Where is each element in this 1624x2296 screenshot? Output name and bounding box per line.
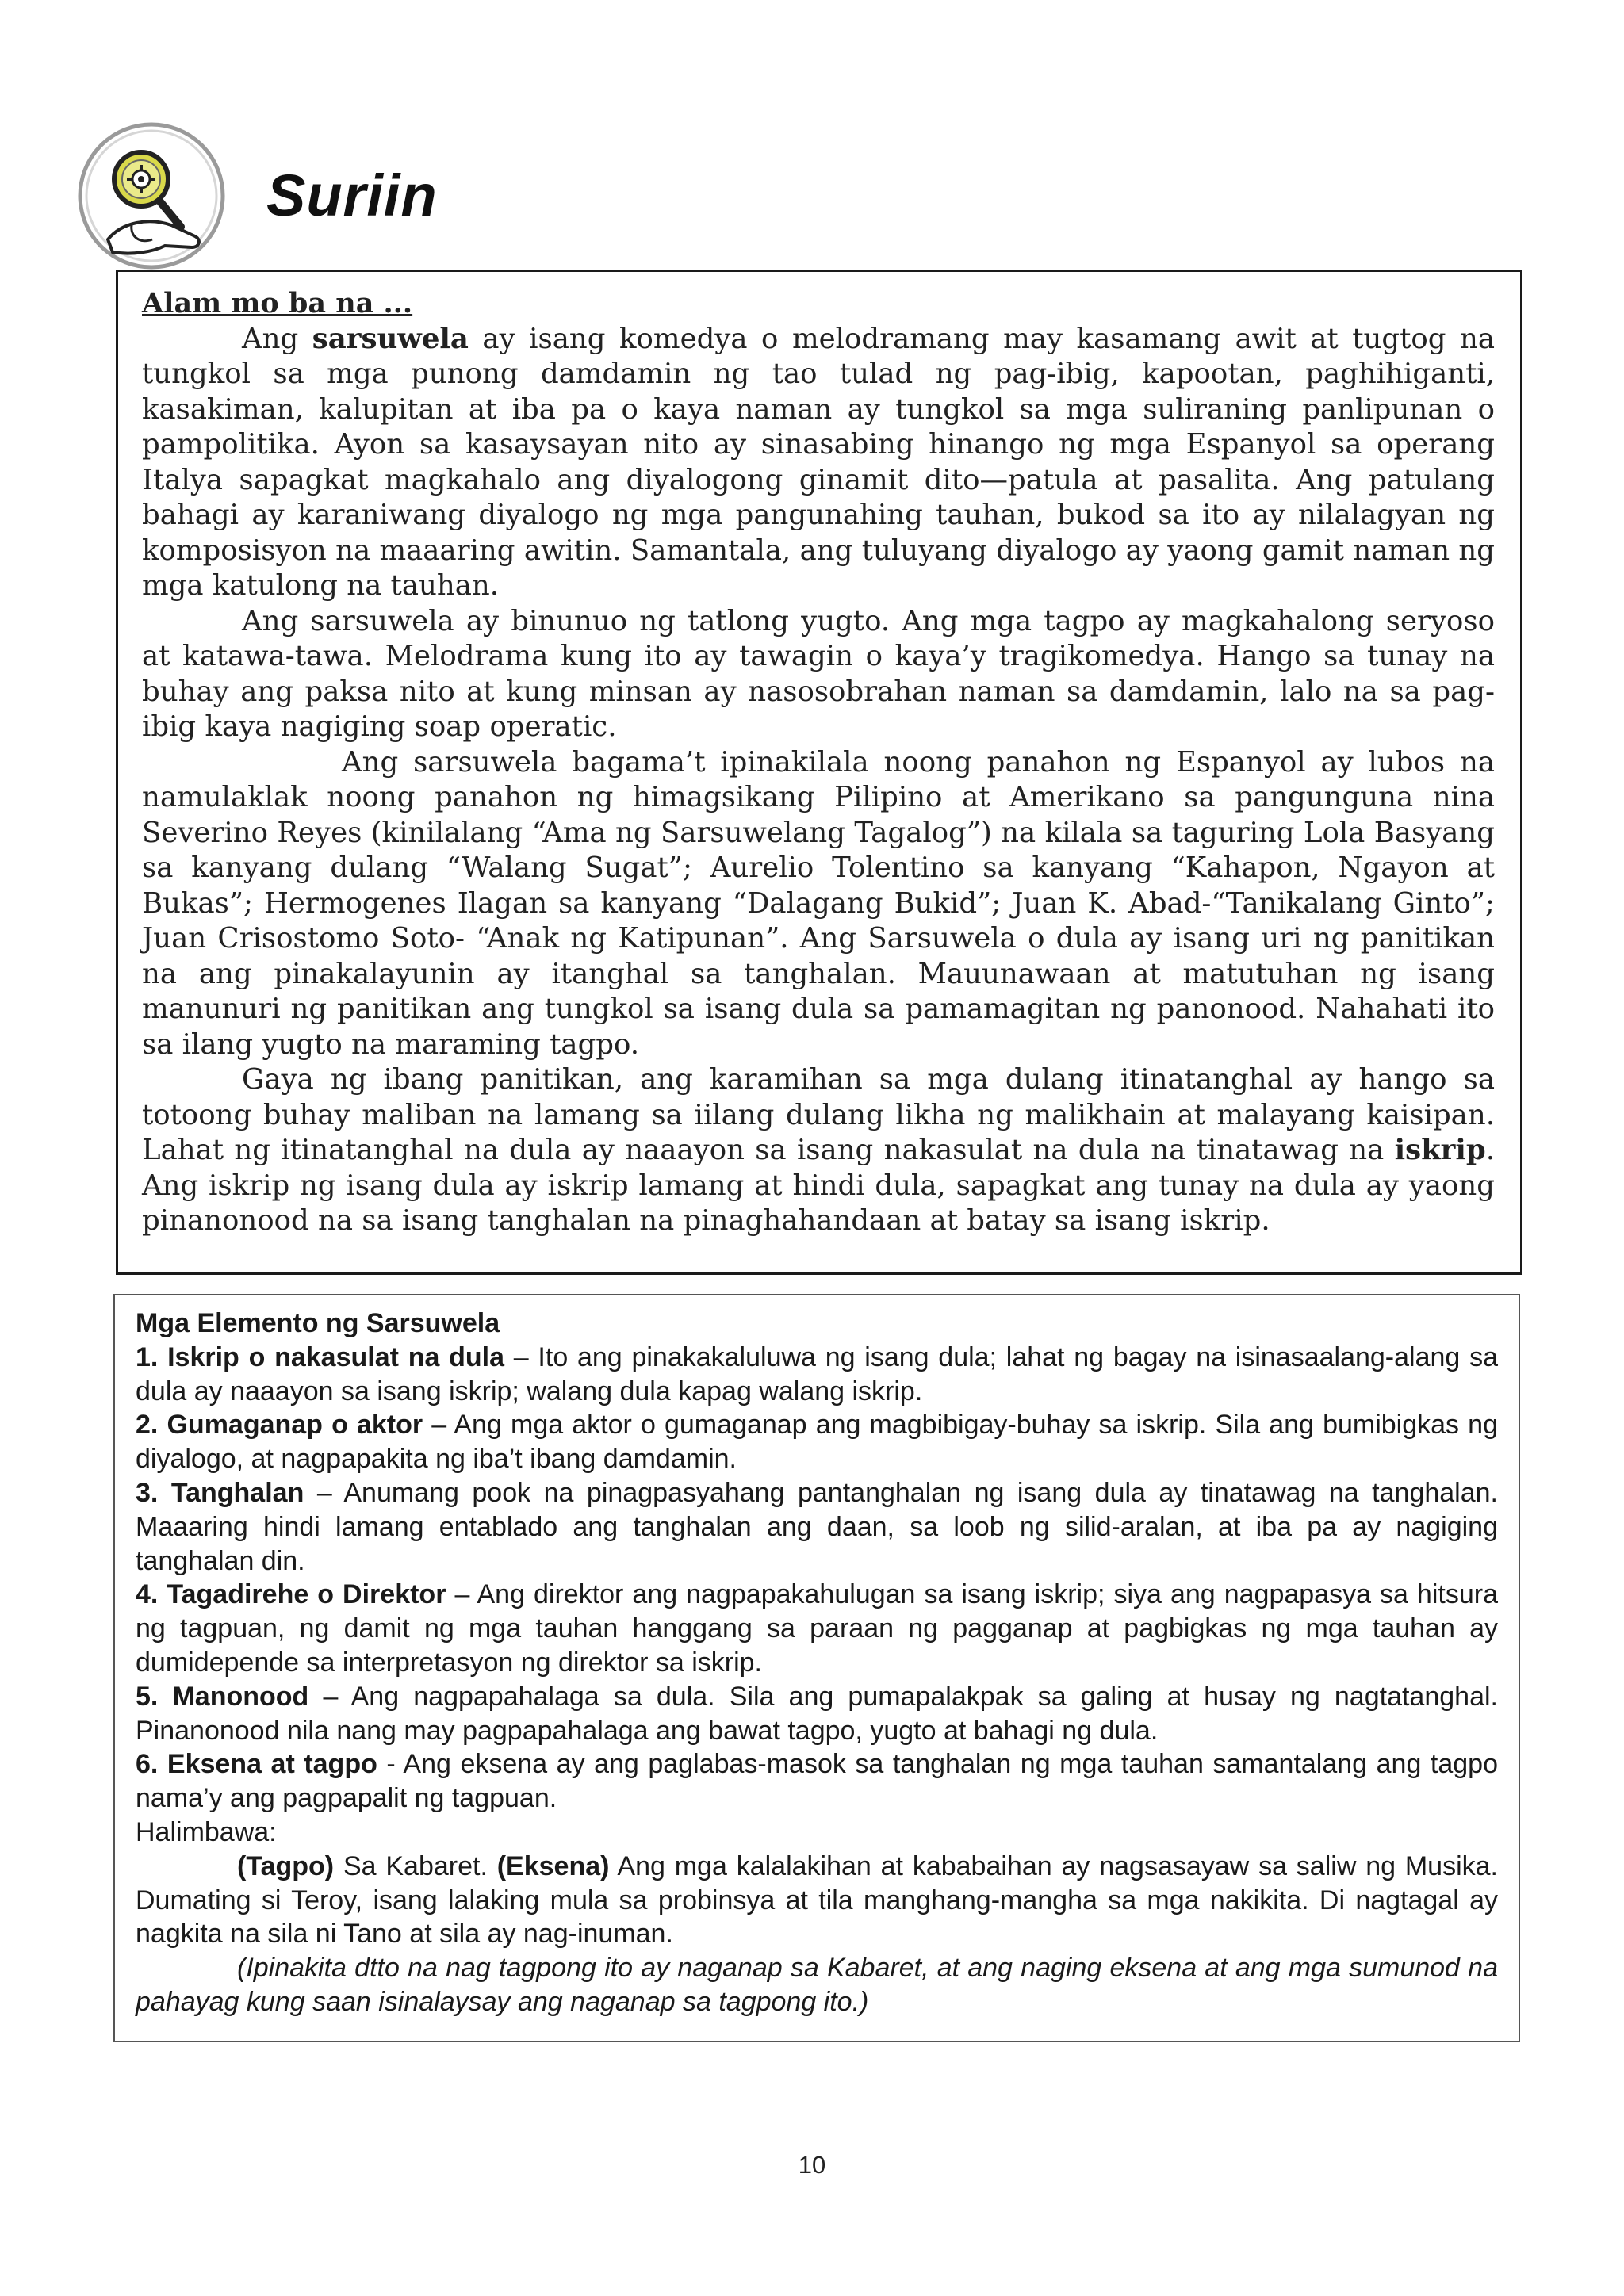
element-item: 6. Eksena at tagpo - Ang eksena ay ang paglabas-masok sa tanghalan ng mga tauhan samantalang ang tagpo nama’y ang pagpapalit ng tagpuan. bbox=[136, 1749, 1498, 1814]
elements-box bbox=[113, 1294, 1520, 2042]
keyword-iskrip: iskrip bbox=[1394, 1134, 1486, 1166]
example-text: (Tagpo) Sa Kabaret. (Eksena) Ang mga kalalakihan at kababaihan ay nagsasayaw sa saliw ng Musika. Dumating si Teroy, isang lalaking mula sa probinsya at tila manghang-mangha sa mga nakikita. Di nagtagal ay nagkita na sila ni Tano at sila ay nag-inuman. bbox=[136, 1850, 1498, 1950]
element-item: 2. Gumaganap o aktor – Ang mga aktor o gumaganap ang magbibigay-buhay sa iskrip. Sila ang bumibigkas ng diyalogo, at nagpapakita ng iba’t ibang damdamin. bbox=[136, 1410, 1498, 1475]
magnifier-hand-icon bbox=[76, 121, 227, 271]
info-paragraph-4: Gaya ng ibang panitikan, ang karamihan sa mga dulang itinatanghal ay hango sa totoong buhay maliban na lamang sa iilang dulang likha ng malikhain at malayang kaisipan. Lahat ng itinatanghal na dula ay naaayon sa isang nakasulat na dula na tinatawag na iskrip. Ang iskrip ng isang dula ay iskrip lamang at hindi dula, sapagkat ang tunay na dula ay yaong pinanonood na sa isang tanghalan na pinaghahandaan at batay sa isang iskrip. bbox=[142, 1063, 1495, 1237]
info-paragraph-2: Ang sarsuwela ay binunuo ng tatlong yugto. Ang mga tagpo ay magkahalong seryoso at katawa-tawa. Melodrama kung ito ay tawagin o kaya’y tragikomedya. Hango sa tunay na buhay ang paksa nito at kung minsan ay nasosobrahan naman sa damdamin, lalo na sa pag-ibig kaya nagiging soap operatic. bbox=[142, 604, 1495, 743]
info-paragraph-1: Ang sarsuwela ay isang komedya o melodramang may kasamang awit at tugtog na tungkol sa mga punong damdamin ng tao tulad ng pag-ibig, kapootan, paghihiganti, kasakiman, kalupitan at iba pa o kaya naman ay tungkol sa mga suliraning panlipunan o pampolitika. Ayon sa kasaysayan nito ay sinasabing hinango ng mga Espanyol sa operang Italya sapagkat magkahalo ang diyalogong ginamit dito—patula at pasalita. Ang patulang bahagi ay karaniwang diyalogo ng mga pangunahing tauhan, bukod sa ito ay nilalagyan ng komposisyon na maaaring awitin. Samantala, ang tuluyang diyalogo ay yaong gamit naman ng mga katulong na tauhan. bbox=[142, 322, 1495, 602]
info-box bbox=[116, 270, 1522, 1275]
element-item: 1. Iskrip o nakasulat na dula – Ito ang pinakakaluluwa ng isang dula; lahat ng bagay na isinasaalang-alang sa dula ay naaayon sa isang iskrip; walang dula kapag walang iskrip. bbox=[136, 1341, 1498, 1406]
element-item: 5. Manonood – Ang nagpapahalaga sa dula. Sila ang pumapalakpak sa galing at husay ng nagtatanghal. Pinanonood nila nang may pagpapahalaga ang bawat tagpo, yugto at bahagi ng dula. bbox=[136, 1681, 1498, 1746]
info-box-title: Alam mo ba na ... bbox=[142, 287, 413, 320]
page-number: 10 bbox=[798, 2151, 826, 2179]
element-item: 3. Tanghalan – Anumang pook na pinagpasyahang pantanghalan ng isang dula ay tinatawag na tanghalan. Maaaring hindi lamang entablado ang tanghalan ang daan, sa loob ng silid-aralan, at iba pa ay nagiging tanghalan din. bbox=[136, 1477, 1498, 1576]
element-item: 4. Tagadirehe o Direktor – Ang direktor ang nagpapakahulugan sa isang iskrip; siya ang nagpapasya sa hitsura ng tagpuan, ng damit ng mga tauhan hanggang sa paraan ng pagganap at pagbigkas ng mga tauhan ay dumidepende sa interpretasyon ng direktor sa iskrip. bbox=[136, 1579, 1498, 1678]
info-paragraph-3: Ang sarsuwela bagama’t ipinakilala noong panahon ng Espanyol ay lubos na namulaklak noong panahon ng himagsikang Pilipino at Amerikano sa pangunguna nina Severino Reyes (kinilalang “Ama ng Sarsuwelang Tagalog”) na kilala sa taguring Lola Basyang sa kanyang dulang “Walang Sugat”; Aurelio Tolentino sa kanyang “Kahapon, Ngayon at Bukas”; Hermogenes Ilagan sa kanyang “Dalagang Bukid”; Juan K. Abad-“Tanikalang Ginto”; Juan Crisostomo Soto- “Anak ng Katipunan”. Ang Sarsuwela o dula ay isang uri ng panitikan na ang pinakalayunin ay itanghal sa tanghalan. Mauunawaan at matutuhan ng isang manunuri ng panitikan ang tungkol sa isang dula sa pamamagitan ng panonood. Nahahati ito sa ilang yugto na maraming tagpo. bbox=[142, 745, 1495, 1061]
page-title: Suriin bbox=[266, 163, 438, 228]
example-note: (Ipinakita dtto na nag tagpong ito ay naganap sa Kabaret, at ang naging eksena at ang mga sumunod na pahayag kung saan isinalaysay ang naganap sa tagpong ito.) bbox=[136, 1953, 1498, 2017]
keyword-sarsuwela: sarsuwela bbox=[312, 322, 469, 355]
example-label: Halimbawa: bbox=[136, 1816, 277, 1847]
elements-box-title: Mga Elemento ng Sarsuwela bbox=[136, 1308, 500, 1338]
